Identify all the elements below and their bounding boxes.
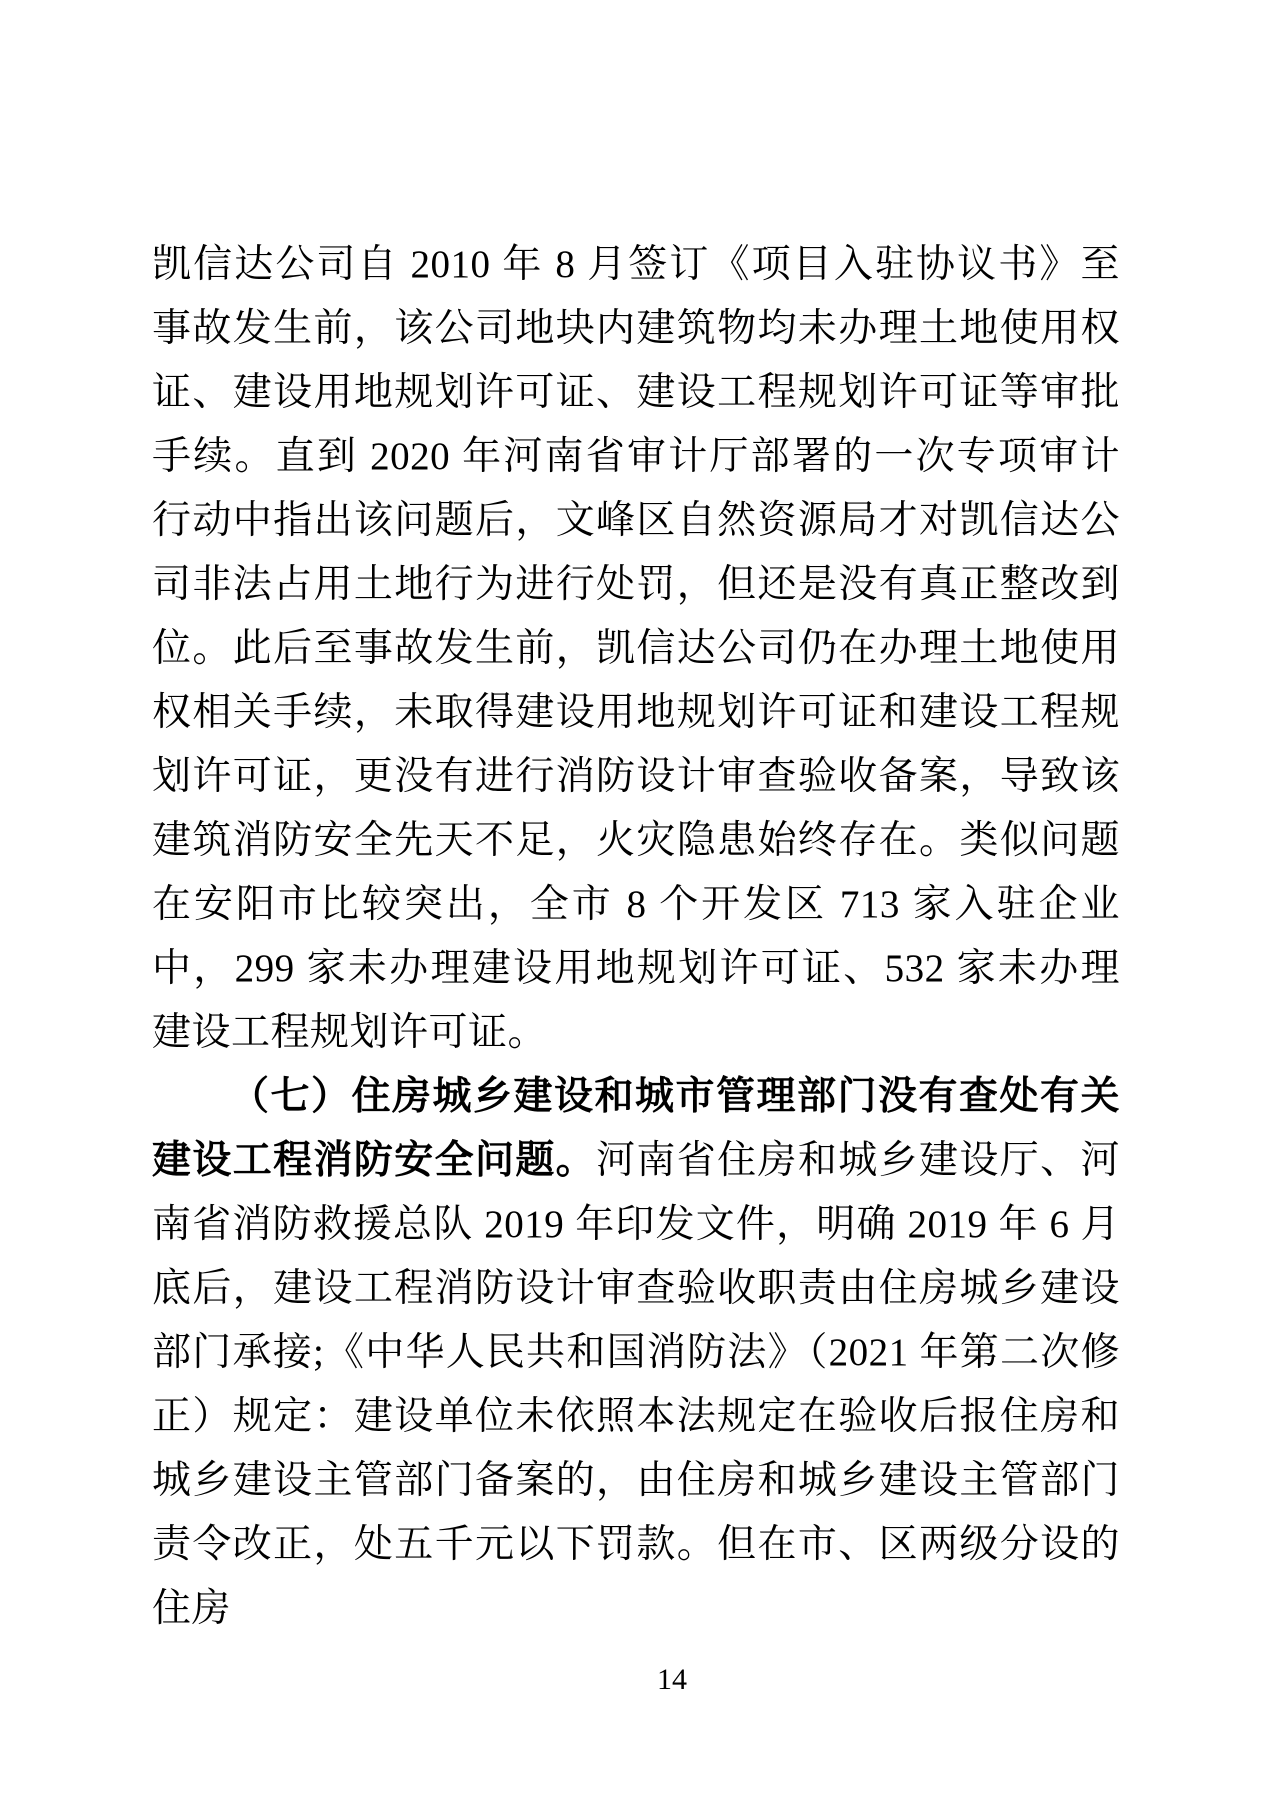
paragraph-section-seven (152, 1065, 1120, 1641)
body-text-segment: 河南省住房和城乡建设厅、河南省消防救援总队 2019 年印发文件，明确 2019 年 6 月底后，建设工程消防设计审查验收职责由住房城乡建设部门承接;《中华人民共和国消防法》（2021 年第二次修正）规定：建设单位未依照本法规定在验收后报住房和城乡建设主管部门备案的，由住房和城乡建设主管部门责令改正，处五千元以下罚款。但在市、区两级分设的住房 (152, 1139, 1120, 1630)
body-text (152, 233, 1120, 1641)
body-text-segment: 凯信达公司自 2010 年 8 月签订《项目入驻协议书》至事故发生前，该公司地块内建筑物均未办理土地使用权证、建设用地规划许可证、建设工程规划许可证等审批手续。直到 2020 年河南省审计厅部署的一次专项审计行动中指出该问题后，文峰区自然资源局才对凯信达公司非法占用土地行为进行处罚，但还是没有真正整改到位。此后至事故发生前，凯信达公司仍在办理土地使用权相关手续，未取得建设用地规划许可证和建设工程规划许可证，更没有进行消防设计审查验收备案，导致该建筑消防安全先天不足，火灾隐患始终存在。类似问题在安阳市比较突出，全市 8 个开发区 713 家入驻企业中，299 家未办理建设用地规划许可证、532 家未办理建设工程规划许可证。 (152, 243, 1120, 1054)
section-heading-text: （七）住房城乡建设和城市管理部门没有查处有关建设工程消防安全问题。 (152, 1075, 1120, 1182)
page-number: 14 (657, 1663, 687, 1696)
paragraph-continuation (152, 233, 1120, 1065)
